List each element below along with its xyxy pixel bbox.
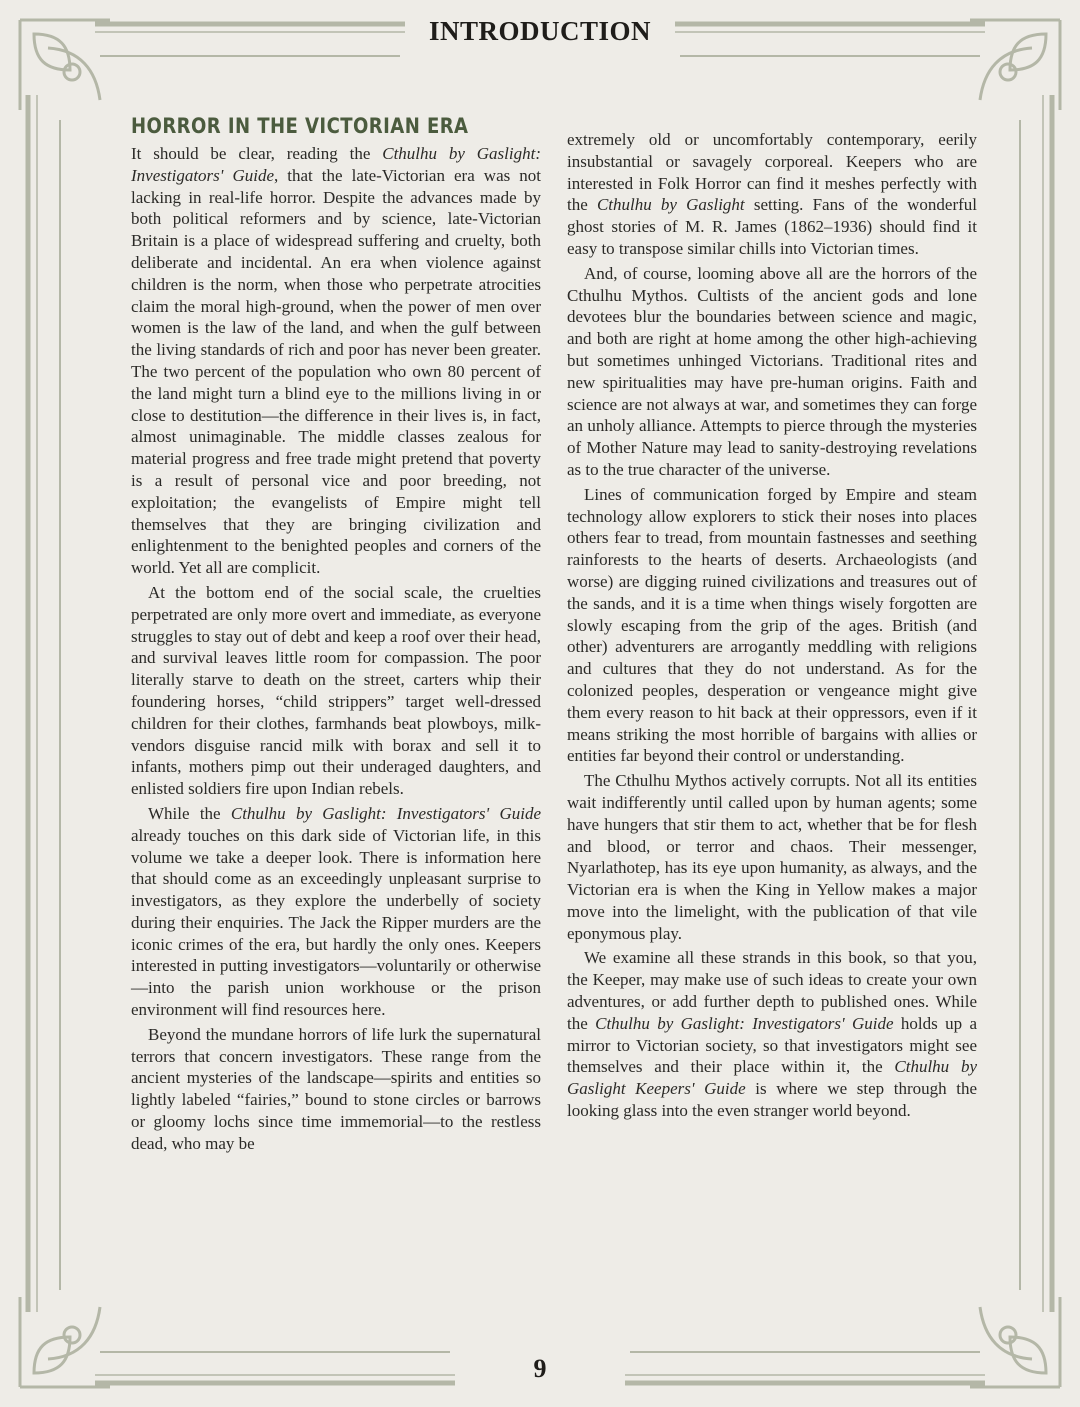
paragraph (131, 143, 541, 579)
paragraph: Beyond the mundane horrors of life lurk the supernatural terrors that concern investigators. These range from the ancient mysteries of the landscape—spirits and entities so lightly labeled “fairies,” bound to stone circles or barrows or gloomy lochs since time immemorial—to the restless dead, who may be (131, 1024, 541, 1153)
text-run: setting. Fans of the wonderful ghost stories of M. R. James (1862–1936) should find it easy to transpose similar chills into Victorian times. (567, 195, 977, 258)
text-run: extremely old or uncomfortably contemporary, eerily insubstantial or savagely corporeal. Keepers who are interested in Folk Horror can find it meshes perfectly with the (567, 130, 977, 215)
italic-title-text: Cthulhu by Gaslight: Investigators' Guide (595, 1013, 894, 1033)
page-number: 9 (533, 1354, 547, 1383)
italic-title-text: Cthulhu by Gaslight Keepers' Guide (567, 1057, 977, 1099)
text-run: While the (148, 803, 231, 823)
italic-title-text: Cthulhu by Gaslight: Investigators' Guide (131, 144, 541, 185)
paragraph: And, of course, looming above all are the horrors of the Cthulhu Mythos. Cultists of the ancient gods and lone devotees blur the boundaries between science and magic, and both are right at home among the other high-achieving but sometimes unhinged Victorians. Traditional rites and new spiritualities may have pre-human origins. Faith and science are not always at war, and sometimes they can forge an unholy alliance. Attempts to pierce through the mysteries of Mother Nature may lead to sanity-destroying revelations as to the true character of the universe. (567, 263, 977, 479)
paragraph: The Cthulhu Mythos actively corrupts. Not all its entities wait indifferently until called upon by human agents; some have hungers that stir them to act, whether that be for flesh and blood, or terror and chaos. Their messenger, Nyarlathotep, has its eye upon humanity, as always, and the Victorian era is when the King in Yellow makes a major move into the limelight, with the publication of that vile eponymous play. (567, 771, 977, 943)
paragraph (567, 947, 977, 1121)
section-heading: HORROR IN THE VICTORIAN ERA (131, 114, 469, 138)
text-run: , that the late-Victorian era was not lacking in real-life horror. Despite the advances made by both political reformers and by science, late-Victorian Britain is a place of widespread suffering and cruelty, both deliberate and incidental. An era when violence against children is the norm, when those who perpetrate atrocities claim the moral high-ground, when the power of men over women is the law of the land, and when the gulf between the living standards of rich and poor has never been greater. The two percent of the population who own 80 percent of the land might turn a blind eye to the millions living in or close to destitution—the difference in their lives is, in fact, almost unimaginable. The middle classes zealous for material progress and free trade might pretend that poverty is a result of personal vice and poor breeding, not exploitation; the evangelists of Empire might tell themselves that they are bringing civilization and enlightenment to the benighted peoples and corners of the world. Yet all are complicit. (131, 165, 541, 578)
paragraph: At the bottom end of the social scale, the cruelties perpetrated are only more overt and immediate, as everyone struggles to stay out of debt and keep a roof over their head, and survival leaves little room for compassion. The poor literally starve to death on the street, carters whip their foundering horses, “child strippers” target well-dressed children for their clothes, farmhands beat plowboys, milk-vendors disguise rancid milk with borax and sell it to infants, mothers pimp out their underaged daughters, and enlisted soldiers fire upon Indian rebels. (131, 582, 541, 799)
italic-title-text: Cthulhu by Gaslight (596, 195, 745, 215)
left-text-column (131, 109, 541, 1158)
italic-title-text: Cthulhu by Gaslight: Investigators' Guide (230, 803, 541, 823)
text-run: already touches on this dark side of Victorian life, in this volume we take a deeper look. There is information here that should come as an exceedingly unpleasant surprise to investigators, as they explore the underbelly of society during their enquiries. The Jack the Ripper murders are the iconic crimes of the era, but hardly the only ones. Keepers interested in putting investigators—voluntarily or otherwise—into the parish union workhouse or the prison environment will find resources here. (131, 825, 541, 1020)
paragraph (131, 803, 541, 1021)
text-run: holds up a mirror to Victorian society, so that investigators might see themselves and their place within it, the (567, 1013, 977, 1077)
text-run: It should be clear, reading the (131, 144, 383, 163)
text-run: We examine all these strands in this book, so that you, the Keeper, may make use of such ideas to create your own adventures, or add further depth to published ones. While the (567, 948, 977, 1033)
text-run: is where we step through the looking glass into the even stranger world beyond. (567, 1079, 977, 1121)
paragraph (567, 129, 977, 260)
right-text-column (567, 129, 977, 1125)
paragraph: Lines of communication forged by Empire and steam technology allow explorers to stick their noses into places others fear to tread, from mountain fastnesses and seething rainforests to the hearts of deserts. Archaeologists (and worse) are digging ruined civilizations and treasures out of the sands, and it is a time when things wisely forgotten are slowly escaping from the grip of the ages. British (and other) adventurers are arrogantly meddling with religions and cultures that they do not understand. As for the colonized peoples, desperation or vengeance might give them every reason to hit back at their oppressors, even if it means striking the most horrible of bargains with allies or entities far beyond their control or understanding. (567, 484, 977, 766)
page-header-title: INTRODUCTION (428, 16, 652, 46)
